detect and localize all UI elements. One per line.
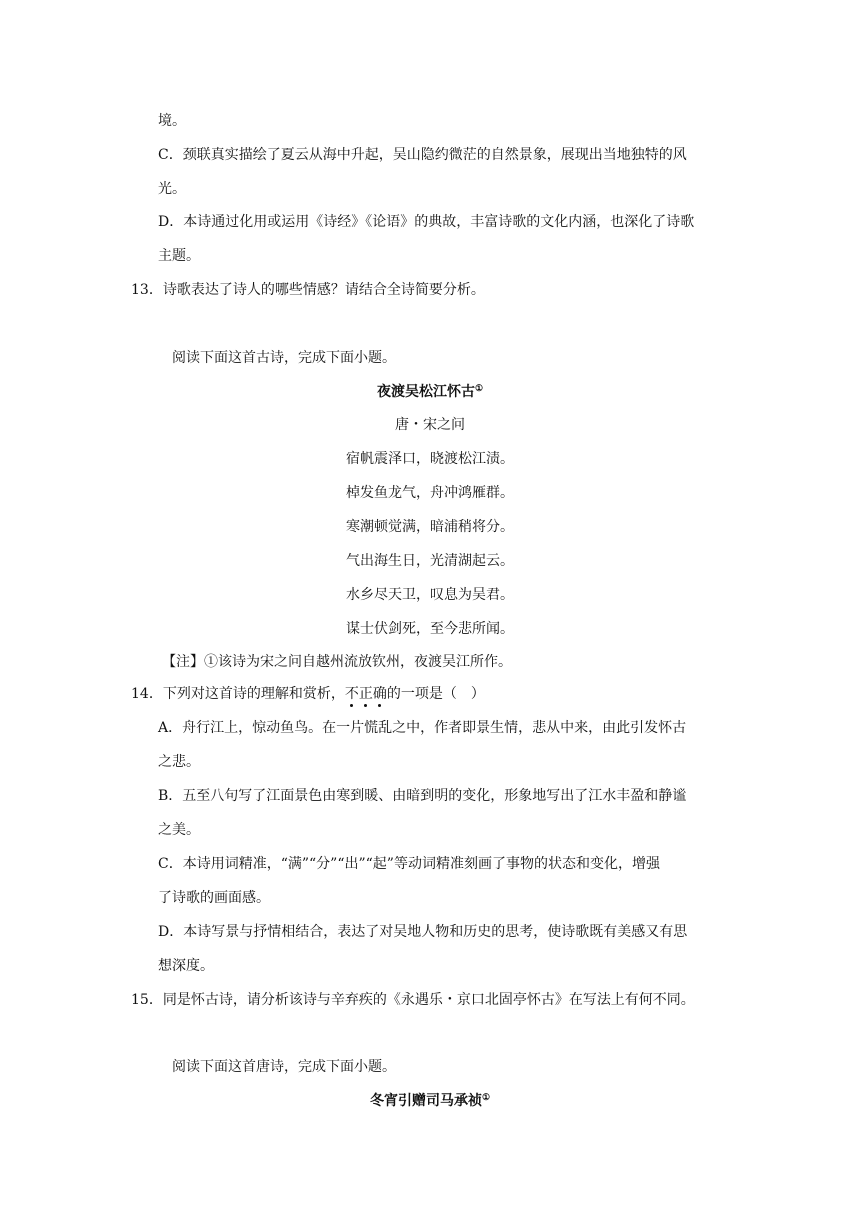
question-14-prefix: 14．下列对这首诗的理解和赏析， bbox=[131, 686, 345, 702]
question-13: 13．诗歌表达了诗人的哪些情感？请结合全诗简要分析。 bbox=[131, 282, 485, 298]
option-a-line1: A．舟行江上，惊动鱼鸟。在一片慌乱之中，作者即景生情，悲从中来，由此引发怀古 bbox=[158, 720, 687, 736]
poem-line: 气出海生日，光清湖起云。 bbox=[346, 553, 514, 569]
poem-line: 水乡尽天卫，叹息为吴君。 bbox=[346, 587, 514, 603]
option-d-line1: D．本诗写景与抒情相结合，表达了对吴地人物和历史的思考，使诗歌既有美感又有思 bbox=[158, 924, 688, 940]
option-a-line2: 之悲。 bbox=[158, 754, 200, 770]
option-b-line1: B．五至八句写了江面景色由寒到暖、由暗到明的变化，形象地写出了江水丰盈和静谧 bbox=[158, 788, 687, 804]
passage2-title-note: ① bbox=[481, 1093, 491, 1103]
passage1-title-text: 夜渡吴松江怀古 bbox=[376, 384, 475, 400]
option-c-line2: 光。 bbox=[158, 181, 186, 197]
prev-option-tail: 境。 bbox=[158, 113, 186, 129]
option-d-line1: D．本诗通过化用或运用《诗经》《论语》的典故，丰富诗歌的文化内涵，也深化了诗歌 bbox=[158, 214, 695, 230]
passage1-author: 唐・宋之问 bbox=[395, 417, 465, 433]
question-14-suffix: 的一项是（ ） bbox=[386, 686, 485, 702]
passage1-title-note: ① bbox=[474, 384, 484, 394]
passage1-note: 【注】①该诗为宋之问自越州流放钦州，夜渡吴江所作。 bbox=[162, 654, 512, 670]
option-c-line2: 了诗歌的画面感。 bbox=[158, 890, 270, 906]
emphasis-char: 确 bbox=[372, 686, 387, 702]
passage1-intro: 阅读下面这首古诗，完成下面小题。 bbox=[172, 350, 396, 366]
passage1-title bbox=[0, 382, 860, 402]
passage2-intro: 阅读下面这首唐诗，完成下面小题。 bbox=[172, 1059, 396, 1075]
emphasis-char: 正 bbox=[358, 686, 373, 702]
poem-line: 寒潮顿觉满，暗浦稍将分。 bbox=[346, 519, 514, 535]
poem-line: 宿帆震泽口，晓渡松江渍。 bbox=[346, 451, 514, 467]
question-14-stem bbox=[131, 684, 485, 704]
poem-line: 棹发鱼龙气，舟冲鸿雁群。 bbox=[346, 485, 514, 501]
option-b-line2: 之美。 bbox=[158, 822, 200, 838]
option-c-line1: C．颈联真实描绘了夏云从海中升起，吴山隐约微茫的自然景象，展现出当地独特的风 bbox=[158, 147, 687, 163]
emphasis-char: 不 bbox=[344, 686, 359, 702]
option-d-line2: 主题。 bbox=[158, 248, 200, 264]
passage2-title-text: 冬宵引赠司马承祯 bbox=[369, 1093, 482, 1109]
passage2-title bbox=[0, 1091, 860, 1111]
option-c-line1: C．本诗用词精准，“满”“分”“出”“起”等动词精准刻画了事物的状态和变化，增强 bbox=[158, 856, 660, 872]
poem-line: 谋士伏剑死，至今悲所闻。 bbox=[346, 621, 514, 637]
option-d-line2: 想深度。 bbox=[158, 958, 214, 974]
question-15: 15．同是怀古诗，请分析该诗与辛弃疾的《永遇乐・京口北固亭怀古》在写法上有何不同。 bbox=[131, 992, 695, 1008]
